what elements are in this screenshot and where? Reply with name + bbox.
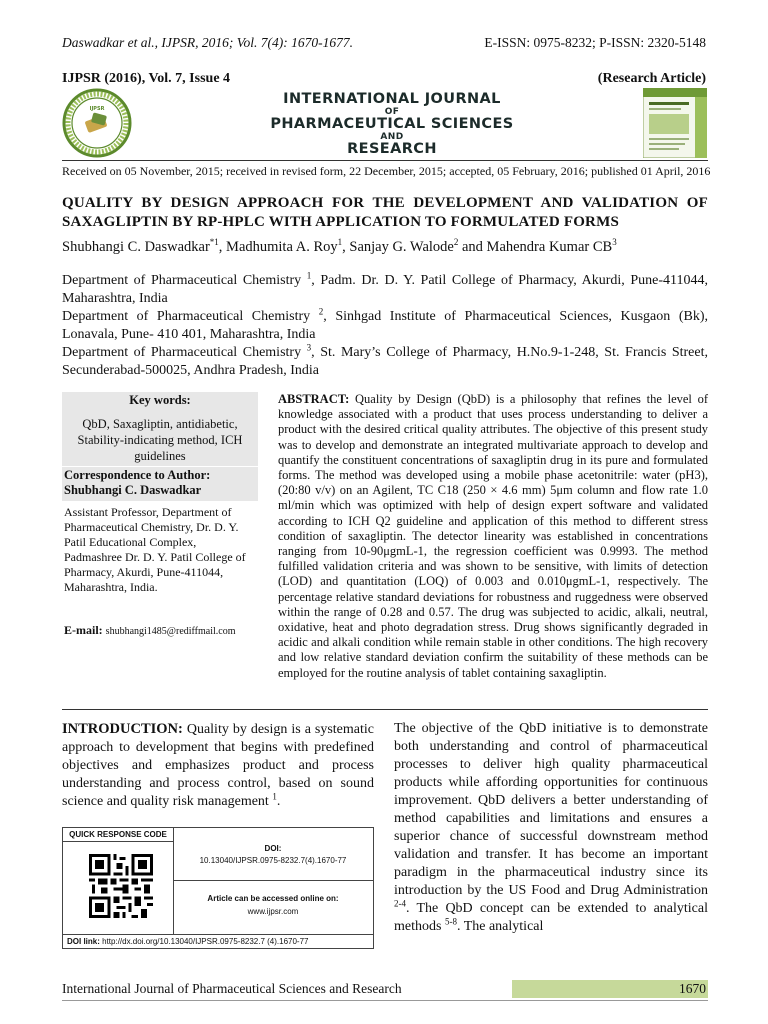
affiliation-department: Department of Pharmaceutical Chemistry	[62, 309, 311, 324]
svg-text:IJPSR: IJPSR	[89, 106, 105, 112]
author-affiliation-mark: 1	[337, 237, 343, 248]
section-divider	[62, 709, 708, 710]
qr-code-icon[interactable]	[89, 854, 153, 918]
affiliation-address: , St. Mary’s College of Pharmacy, H.No.9-1-248, St. Francis Street, Secunderabad-500025, Andhra Pradesh, India	[62, 345, 708, 378]
author-name: Sanjay G. Walode	[349, 239, 454, 255]
issn: E-ISSN: 0975-8232; P-ISSN: 2320-5148	[484, 35, 706, 50]
email-address[interactable]: shubhangi1485@rediffmail.com	[105, 626, 236, 637]
author-affiliation-mark: 2	[453, 237, 459, 248]
correspondence-heading: Correspondence to Author:	[64, 468, 211, 482]
author-separator: ,	[218, 239, 227, 255]
right-column-paragraph	[394, 720, 708, 936]
journal-seal-logo	[62, 88, 132, 158]
affiliation-department: Department of Pharmaceutical Chemistry	[62, 273, 302, 288]
affiliation-address: , Sinhgad Institute of Pharmaceutical Sciences, Kusgaon (Bk), Lonavala, Pune- 410 401, Maharashtra, India	[62, 309, 708, 342]
author-affiliation-mark: 3	[612, 237, 617, 248]
author-name: Madhumita A. Roy	[226, 239, 338, 255]
citation-mark: 2-4	[394, 898, 406, 909]
email-label: E-mail:	[64, 623, 103, 637]
keywords-box	[62, 392, 258, 466]
abstract-label: ABSTRACT:	[278, 392, 350, 406]
affiliation-address: , Padm. Dr. D. Y. Patil College of Pharmacy, Akurdi, Pune-411044, Maharashtra, India	[62, 273, 709, 306]
footer-divider	[62, 1000, 708, 1001]
affiliation-mark: 2	[318, 306, 324, 317]
introduction-end: .	[276, 794, 281, 809]
author-separator: ,	[342, 239, 350, 255]
author-name: Mahendra Kumar CB	[486, 239, 613, 255]
citation-mark: 5-8	[444, 916, 457, 927]
author-separator: and	[458, 239, 487, 255]
paragraph-text: The objective of the QbD initiative is to demonstrate both understanding and control of pharmaceutical processes to deliver high quality pharmaceutical products while affording opportunities for continuous improvement. QbD delivers a better understanding of method capabilities and limitations and ensures a superior chance of successful downstream method validation and transfer. It has become an important paradigm in the pharmaceutical industry since its introduction by the US Food and Drug Administration	[394, 721, 708, 898]
quick-response-box	[62, 827, 374, 949]
qr-divider	[63, 934, 373, 935]
author-affiliation-mark: *1	[209, 237, 219, 248]
footer-journal-name: International Journal of Pharmaceutical Sciences and Research	[62, 981, 402, 996]
keywords-heading: Key words:	[129, 393, 191, 407]
qr-divider	[173, 828, 174, 934]
header-divider	[62, 160, 708, 161]
affiliation-mark: 1	[306, 270, 312, 281]
page-number: 1670	[679, 981, 706, 996]
article-type: (Research Article)	[597, 71, 706, 86]
correspondence-email	[64, 623, 258, 638]
qr-header: QUICK RESPONSE CODE	[63, 828, 174, 842]
paragraph-text: . The analytical	[456, 919, 544, 934]
running-citation: Daswadkar et al., IJPSR, 2016; Vol. 7(4): 1670-1677.	[62, 35, 353, 50]
introduction-paragraph	[62, 720, 374, 811]
journal-cover-thumbnail	[643, 88, 707, 158]
abstract-text: Quality by Design (QbD) is a philosophy that refines the level of knowledge associated with a product that uses process understanding to deliver a product with the desired critical quality attributes. The objective of this present study was to develop and demonstrate an integrated multivariate approach to develop and quantify the constituent concentrations of saxagliptin drug in its pure and formulated forms. The method was developed using a mobile phase acetonitrile: water (pH3), (20:80 v/v) on an Agilent, TC C18 (250 × 4.6 mm) 5μm column and flow rate 1.0 ml/min which was optimized with help of design expert software and validated according to ICH Q2 guideline and application of this method to different stress condition of saxagliptin. The detector linearity was established in concentrations ranging from 10-90μgmL-1, the regression coefficient was 0.9993. The method fulfilled validation criteria and was shown to be sensitive, with limits of detection (LOD) and quantitation (LOQ) of 0.003 and 0.010μgmL-1, respectively. The percentage relative standard deviations for robustness and ruggedness were observed within the range of 0.28 and 0.57. The drug was subjected to acidic, alkali, neutral, oxidative, heat and photo degradation stress. Drug shows significantly degraded in acidic and alkali condition while remain stable in other conditions. The high recovery and low relative standard deviation confirm the suitability of these methods can be employed for the routine analysis of tablet containing saxagliptin.	[278, 392, 709, 680]
qr-divider	[173, 880, 373, 881]
journal-title-line: AND	[380, 132, 404, 142]
doi-link-row	[67, 937, 309, 946]
introduction-heading: INTRODUCTION:	[62, 721, 183, 737]
journal-title-line: OF	[384, 107, 400, 117]
correspondence-address: Assistant Professor, Department of Pharmaceutical Chemistry, Dr. D. Y. Patil Educational Complex, Padmashree Dr. D. Y. Patil College of Pharmacy, Akurdi, Pune-411044, Maharashtra, India.	[64, 505, 246, 594]
correspondence-box	[62, 467, 258, 501]
paragraph-text: . The QbD concept can be extended to analytical methods	[394, 901, 708, 934]
doi-value: 10.13040/IJPSR.0975-8232.7(4).1670-77	[199, 856, 347, 865]
affiliation	[62, 308, 708, 344]
introduction-text: Quality by design is a systematic approach to development that begins with predefined objectives and emphasizes product and process understanding and process control, based on sound science and quality risk management	[62, 722, 374, 809]
affiliation-department: Department of Pharmaceutical Chemistry	[62, 345, 302, 360]
volume-issue: IJPSR (2016), Vol. 7, Issue 4	[62, 71, 231, 86]
access-label: Article can be accessed online on:	[207, 894, 339, 903]
affiliation	[62, 272, 708, 308]
affiliation	[62, 344, 708, 380]
received-dates: Received on 05 November, 2015; received in revised form, 22 December, 2015; accepted, 05 February, 2016; published 01 April, 2016	[62, 164, 711, 178]
doi-label: DOI:	[264, 844, 282, 853]
journal-title-line: RESEARCH	[347, 141, 437, 157]
abstract	[278, 392, 708, 681]
doi-link[interactable]: http://dx.doi.org/10.13040/IJPSR.0975-8232.7 (4).1670-77	[102, 937, 309, 946]
affiliation-mark: 3	[306, 342, 312, 353]
paper-title: QUALITY BY DESIGN APPROACH FOR THE DEVELOPMENT AND VALIDATION OF SAXAGLIPTIN BY RP-HPLC WITH APPLICATION TO FORMULATED FORMS	[62, 195, 708, 230]
journal-title	[262, 92, 522, 157]
journal-title-line: INTERNATIONAL JOURNAL	[283, 91, 501, 107]
access-url-link[interactable]: www.ijpsr.com	[247, 907, 299, 916]
journal-title-line: PHARMACEUTICAL SCIENCES	[270, 116, 514, 132]
author-name: Shubhangi C. Daswadkar	[62, 239, 210, 255]
author-list	[62, 239, 617, 256]
correspondence-name: Shubhangi C. Daswadkar	[64, 483, 202, 497]
keywords-list: QbD, Saxagliptin, antidiabetic, Stability-indicating method, ICH guidelines	[77, 417, 243, 463]
doi-link-label: DOI link:	[67, 937, 100, 946]
citation-mark: 1	[272, 791, 277, 802]
